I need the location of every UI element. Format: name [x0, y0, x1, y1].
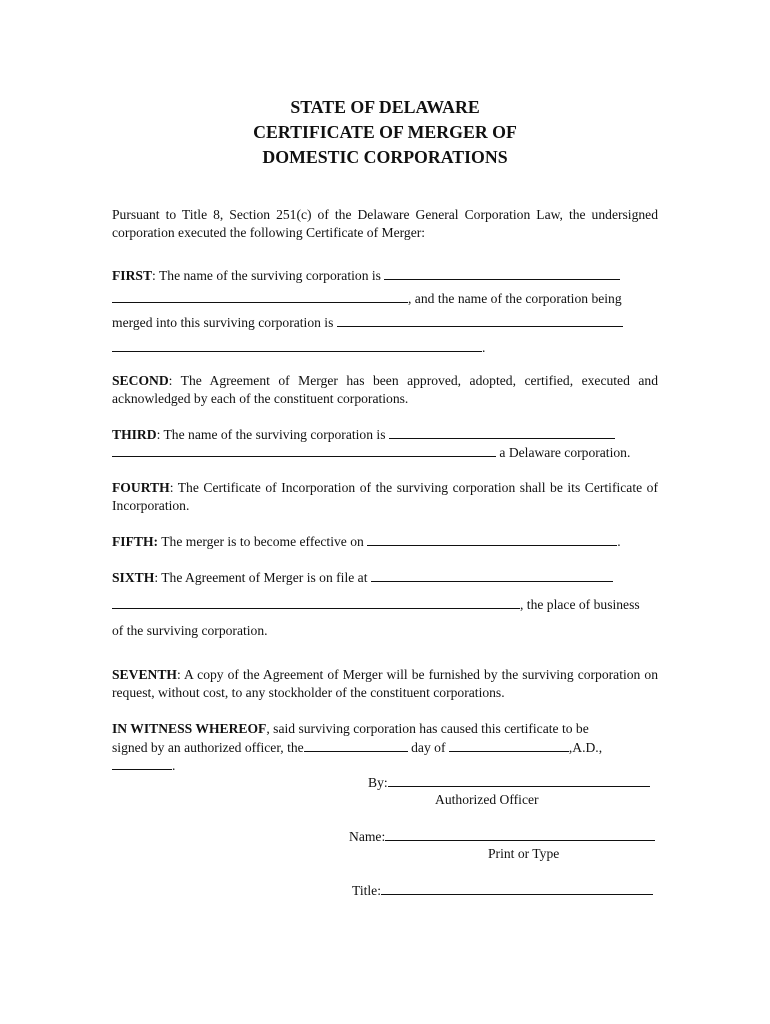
fourth-text: : The Certificate of Incorporation of the surviving corporation shall be its Certificate of Incorporation.: [112, 480, 658, 513]
sixth-line-3: [112, 622, 658, 640]
fourth-label: FOURTH: [112, 480, 170, 495]
intro-paragraph: Pursuant to Title 8, Section 251(c) of the Delaware General Corporation Law, the undersigned corporation executed the following Certificate of Merger:: [112, 207, 658, 240]
sixth-text-2: , the place of business: [520, 597, 640, 612]
witness-line-1: [112, 720, 658, 738]
by-line: [368, 773, 650, 792]
title-label: Title:: [352, 883, 381, 898]
seventh-paragraph: [112, 666, 658, 702]
year-blank[interactable]: [112, 756, 172, 770]
first-text-3: merged into this surviving corporation is: [112, 315, 337, 330]
fifth-label: FIFTH:: [112, 534, 159, 549]
witness-end: .: [172, 758, 176, 773]
sixth-text-1: : The Agreement of Merger is on file at: [154, 570, 371, 585]
third-surviving-corporation-blank[interactable]: [389, 425, 615, 439]
merged-corporation-blank-cont[interactable]: [112, 338, 482, 352]
third-line-2: [112, 443, 658, 461]
fifth-line: [112, 532, 658, 550]
surviving-corporation-blank[interactable]: [384, 266, 620, 280]
second-paragraph: [112, 372, 658, 408]
second-text: : The Agreement of Merger has been approved, adopted, certified, executed and acknowledged by each of the constituent corporations.: [112, 373, 658, 406]
title-line: [352, 881, 653, 900]
sixth-label: SIXTH: [112, 570, 155, 585]
first-text-2: , and the name of the corporation being: [408, 291, 622, 306]
witness-label: IN WITNESS WHEREOF: [112, 721, 267, 736]
third-text-2: a Delaware corporation.: [496, 445, 631, 460]
sixth-line-2: [112, 595, 658, 613]
title-line-2: CERTIFICATE OF MERGER OF: [253, 122, 517, 142]
file-location-blank[interactable]: [371, 568, 613, 582]
witness-text-1: , said surviving corporation has caused this certificate to be: [266, 721, 589, 736]
signature-by-blank[interactable]: [388, 773, 650, 787]
sixth-text-3: of the surviving corporation.: [112, 623, 268, 638]
file-location-blank-cont[interactable]: [112, 595, 520, 609]
surviving-corporation-blank-cont[interactable]: [112, 289, 408, 303]
first-label: FIRST: [112, 268, 153, 283]
day-blank[interactable]: [304, 738, 408, 752]
third-line-1: [112, 425, 658, 443]
first-line-3: [112, 313, 658, 331]
fourth-paragraph: [112, 479, 658, 515]
witness-text-2c: ,A.D.,: [568, 740, 603, 755]
merged-corporation-blank[interactable]: [337, 313, 623, 327]
first-line-4: [112, 338, 658, 356]
sixth-line-1: [112, 568, 658, 586]
seventh-label: SEVENTH: [112, 667, 177, 682]
name-label: Name:: [349, 829, 386, 844]
month-blank[interactable]: [449, 738, 569, 752]
document-title: [112, 95, 658, 170]
witness-line-2: [112, 738, 658, 756]
first-line-1: [112, 266, 658, 284]
first-line-2: [112, 289, 658, 307]
third-text-1: : The name of the surviving corporation is: [156, 427, 389, 442]
third-surviving-corporation-blank-cont[interactable]: [112, 443, 496, 457]
first-text-1: : The name of the surviving corporation is: [152, 268, 385, 283]
fifth-end: .: [617, 534, 621, 549]
name-line: [349, 827, 655, 846]
witness-text-2b: day of: [407, 740, 449, 755]
signature-name-blank[interactable]: [385, 827, 655, 841]
name-caption: Print or Type: [488, 846, 560, 861]
title-line-3: DOMESTIC CORPORATIONS: [262, 147, 508, 167]
title-line-1: STATE OF DELAWARE: [290, 97, 480, 117]
second-label: SECOND: [112, 373, 169, 388]
by-caption: Authorized Officer: [435, 792, 539, 807]
seventh-text: : A copy of the Agreement of Merger will be furnished by the surviving corporation on request, without cost, to any stockholder of the constituent corporations.: [112, 667, 658, 700]
by-label: By:: [368, 775, 388, 790]
witness-text-2a: signed by an authorized officer, the: [112, 740, 304, 755]
first-end: .: [482, 340, 486, 355]
fifth-text: The merger is to become effective on: [158, 534, 368, 549]
effective-date-blank[interactable]: [367, 532, 617, 546]
witness-line-3: [112, 756, 658, 774]
third-label: THIRD: [112, 427, 157, 442]
signature-title-blank[interactable]: [381, 881, 653, 895]
